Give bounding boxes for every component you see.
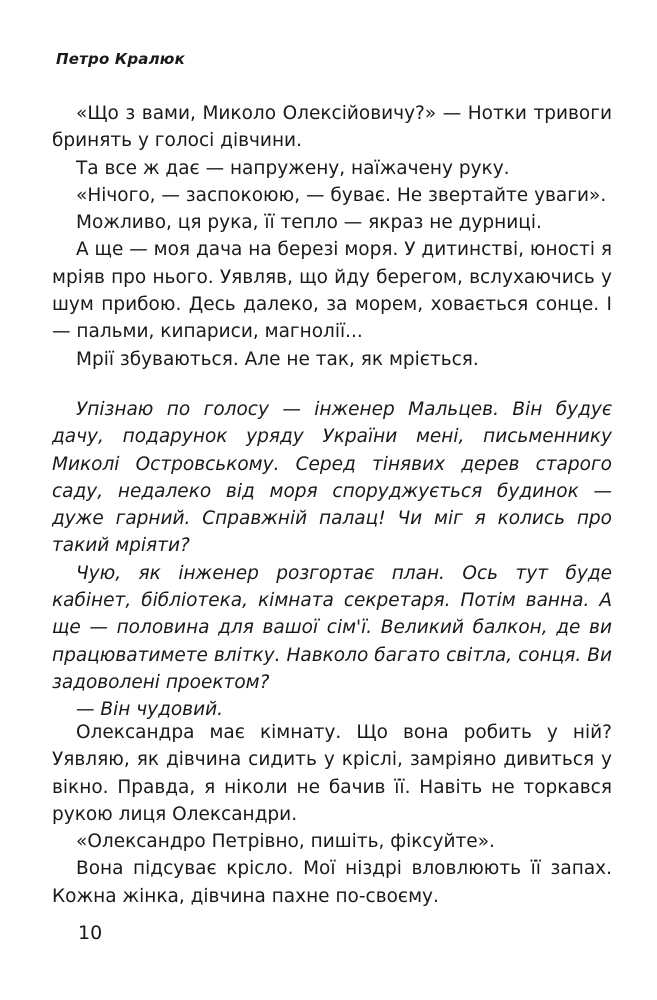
paragraph: Упізнаю по голосу — інженер Мальцев. Він будує дачу, подарунок уряду України мені, письменнику Миколі Островському. Серед тінявих дерев старого саду, недалеко від моря споруджується будинок — дуже гарний. Справжній палац! Чи міг я колись про такий мріяти? xyxy=(52,399,612,557)
paragraph: А ще — моя дача на березі моря. У дитинстві, юності я мріяв про нього. Уявляв, що йду берегом, вслухаючись у шум прибою. Десь далеко, за морем, ховається сонце. І — пальми, кипариси, магнолії... xyxy=(52,239,612,343)
paragraph: «Що з вами, Миколо Олексійовичу?» — Нотки тривоги бринять у голосі дівчини. xyxy=(52,103,612,152)
paragraph: Та все ж дає — напружену, наїжачену руку. xyxy=(76,157,510,179)
paragraph: Чую, як інженер розгортає план. Ось тут буде кабінет, бібліотека, кімната секретаря. Потім ванна. А ще — половина для вашої сім'ї. Великий балкон, де ви працюватимете влітку. Навколо багато світла, сонця. Ви задоволені проектом? xyxy=(52,562,612,693)
paragraph: Олександра має кімнату. Що вона робить у ній? Уявляю, як дівчина сидить у кріслі, замріяно дивиться у вікно. Правда, я ніколи не бачив її. Навіть не торкався рукою лиця Олександри. xyxy=(52,722,612,825)
section-italic-memory xyxy=(52,396,612,724)
paragraph: — Він чудовий. xyxy=(76,699,224,721)
paragraph: Вона підсуває крісло. Мої ніздрі вловлюють її запах. Кожна жінка, дівчина пахне по-своєму. xyxy=(52,858,612,907)
running-head-author: Петро Кралюк xyxy=(56,50,185,68)
paragraph: Можливо, ця рука, її тепло — якраз не дурниці. xyxy=(76,212,542,234)
paragraph: «Нічого, — заспокоюю, — буває. Не звертайте уваги». xyxy=(76,184,607,206)
paragraph: «Олександро Петрівно, пишіть, фіксуйте». xyxy=(76,831,495,853)
section-dialogue-1 xyxy=(52,100,612,373)
paragraph: Мрії збуваються. Але не так, як мріється. xyxy=(76,348,479,370)
section-dialogue-2 xyxy=(52,719,612,910)
page-number: 10 xyxy=(78,922,103,944)
